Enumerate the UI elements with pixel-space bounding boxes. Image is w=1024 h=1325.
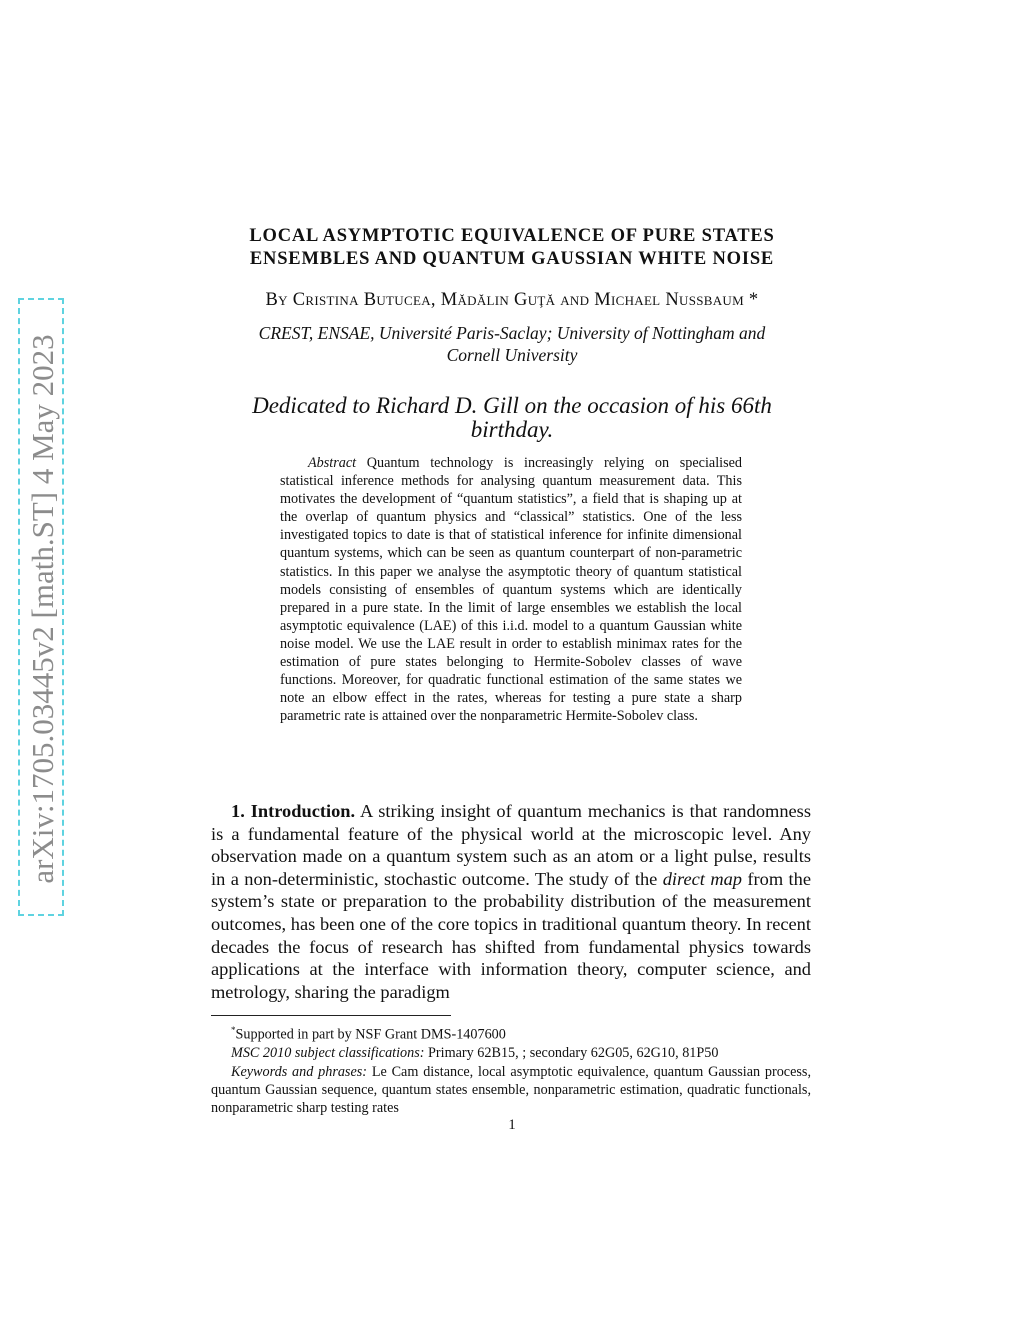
dedication xyxy=(200,394,824,442)
paper-title xyxy=(200,225,824,271)
abstract xyxy=(280,454,742,725)
dedication-line-1: Dedicated to Richard D. Gill on the occasion of his 66th xyxy=(252,393,772,418)
intro-text-after: from the system’s state or preparation to the probability distribution of the measurement outcomes, has been one of the core topics in traditional quantum theory. In recent decades the focus of research has shifted from fundamental physics towards applications at the interface with information theory, computer science, and metrology, sharing the paradigm xyxy=(211,868,812,1002)
keywords-text: Le Cam distance, local asymptotic equivalence, quantum Gaussian process, quantum Gaussian sequence, quantum states ensemble, nonparametric estimation, quadratic functionals, nonparametric sharp testing rates xyxy=(211,1063,811,1117)
affiliation-line-1: CREST, ENSAE, Université Paris-Saclay; University of Nottingham and xyxy=(258,323,766,343)
section-heading: 1. Introduction. xyxy=(231,801,356,821)
arxiv-identifier: arXiv:1705.03445v2 [math.ST] 4 May 2023 xyxy=(25,334,60,884)
msc-label: MSC 2010 subject classifications: xyxy=(231,1045,425,1062)
affiliation xyxy=(200,322,824,366)
footnote-mark: * xyxy=(231,1025,236,1035)
footnote-msc xyxy=(211,1044,811,1062)
page-number: 1 xyxy=(508,1117,516,1133)
affiliation-line-2: Cornell University xyxy=(446,345,578,365)
footnotes xyxy=(211,1021,811,1118)
author-names: By Cristina Butucea, Mădălin Guţă and Michael Nussbaum xyxy=(265,290,744,310)
footnote-support xyxy=(211,1021,811,1044)
dedication-line-2: birthday. xyxy=(470,417,554,442)
author-footnote-mark: * xyxy=(743,290,759,310)
title-line-1: LOCAL ASYMPTOTIC EQUIVALENCE OF PURE STATES xyxy=(249,226,775,246)
arxiv-stamp[interactable] xyxy=(18,298,64,916)
msc-text: Primary 62B15, ; secondary 62G05, 62G10, 81P50 xyxy=(424,1045,719,1062)
footnote-keywords xyxy=(211,1063,811,1118)
footnote-support-text: Supported in part by NSF Grant DMS-1407600 xyxy=(235,1026,506,1043)
abstract-label: Abstract xyxy=(308,455,357,471)
title-line-2: ENSEMBLES AND QUANTUM GAUSSIAN WHITE NOISE xyxy=(249,249,775,269)
intro-emphasis: direct map xyxy=(662,868,742,889)
footnote-rule xyxy=(211,1015,451,1016)
author-line xyxy=(200,290,824,311)
abstract-text: Quantum technology is increasingly relying on specialised statistical inference methods for analysing quantum measurement data. This motivates the development of “quantum statistics”, a field that is shaping up at the overlap of quantum physics and “classical” statistics. One of the less investigated topics to date is that of statistical inference for infinite dimensional quantum systems, which can be seen as quantum counterpart of non-parametric statistics. In this paper we analyse the asymptotic theory of quantum statistical models consisting of ensembles of quantum systems which are identically prepared in a pure state. In the limit of large ensembles we establish the local asymptotic equivalence (LAE) of this i.i.d. model to a quantum Gaussian white noise model. We use the LAE result in order to establish minimax rates for the estimation of pure states belonging to Hermite-Sobolev classes of wave functions. Moreover, for quadratic functional estimation of the same states we note an elbow effect in the rates, whereas for testing a pure state a sharp parametric rate is attained over the nonparametric Hermite-Sobolev class. xyxy=(280,455,742,725)
introduction-section xyxy=(211,800,811,1003)
keywords-label: Keywords and phrases: xyxy=(231,1063,367,1080)
intro-text-before: A striking insight of quantum mechanics is that randomness is a fundamental feature of the physical world at the microscopic level. Any observation made on a quantum system such as an atom or a light pulse, results in a non-deterministic, stochastic outcome. The study of the xyxy=(211,801,811,889)
